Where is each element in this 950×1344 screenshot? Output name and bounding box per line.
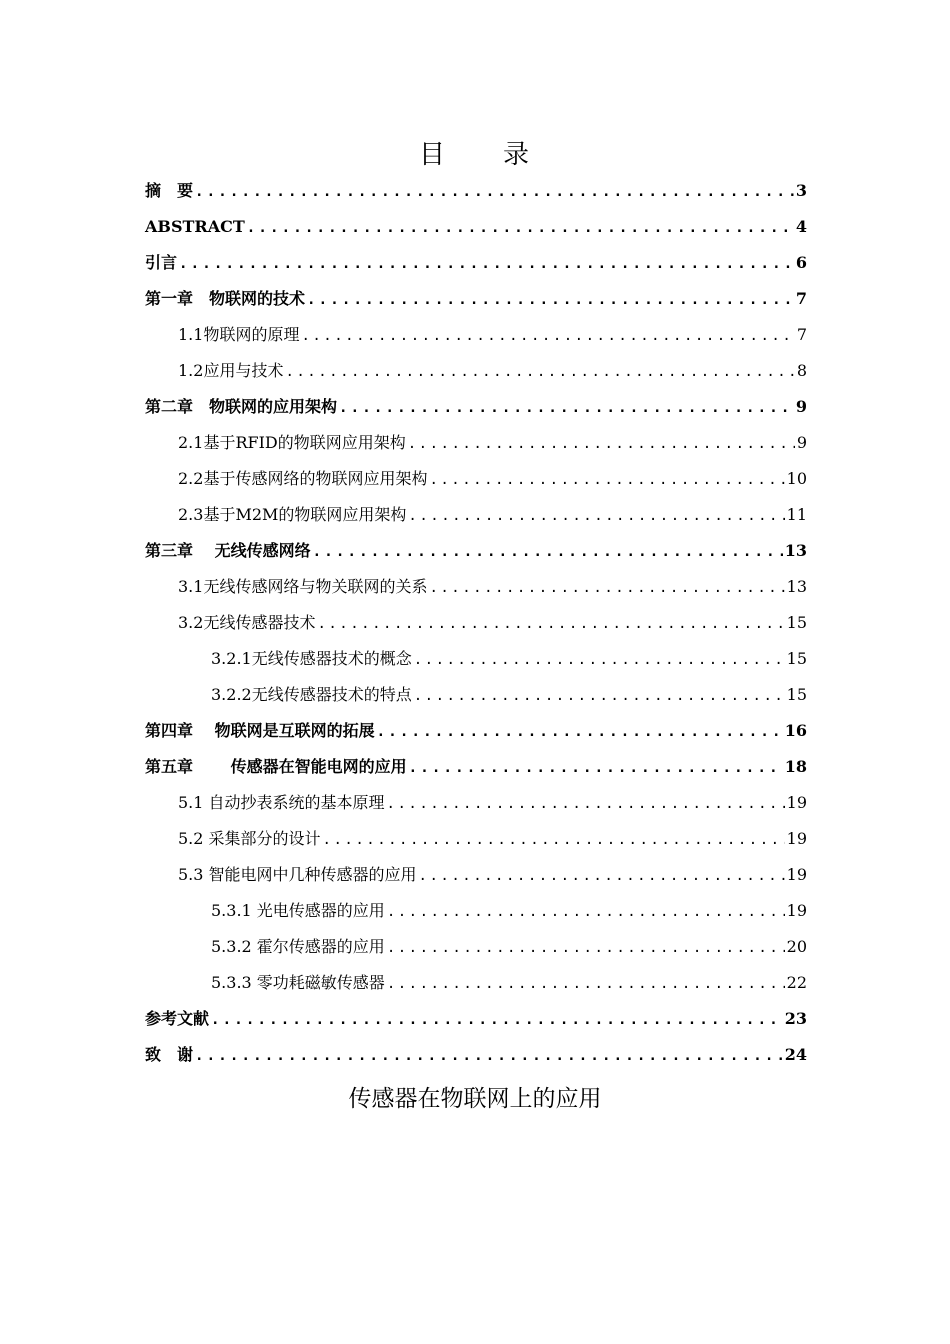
toc-entry-page-number: 11: [786, 505, 807, 524]
toc-entry-page-number: 19: [786, 865, 807, 884]
toc-dot-leader: [317, 617, 784, 633]
toc-entry-page-number: 19: [786, 793, 807, 812]
toc-entry-label: 1.1物联网的原理: [178, 325, 300, 344]
toc-entry-page-number: 6: [795, 253, 807, 272]
toc-entry-label: 2.1基于RFID的物联网应用架构: [178, 433, 406, 452]
toc-entry-page-number: 20: [786, 937, 807, 956]
toc-dot-leader: [195, 185, 794, 201]
toc-entry[interactable]: [145, 747, 807, 783]
toc-entry[interactable]: [145, 927, 807, 963]
toc-entry-page-number: 9: [795, 397, 807, 416]
toc-entry-label: 第五章 传感器在智能电网的应用: [145, 757, 407, 776]
toc-dot-leader: [409, 761, 783, 777]
toc-dot-leader: [419, 869, 785, 885]
toc-entry-label: 1.2应用与技术: [178, 361, 284, 380]
toc-entry-page-number: 9: [796, 433, 807, 452]
toc-dot-leader: [247, 221, 794, 237]
toc-entry[interactable]: [145, 207, 807, 243]
toc-entry[interactable]: [145, 855, 807, 891]
toc-dot-leader: [323, 833, 785, 849]
toc-entry-label: 5.3.2 霍尔传感器的应用: [211, 937, 385, 956]
toc-entry[interactable]: [145, 603, 807, 639]
toc-entry[interactable]: [145, 999, 807, 1035]
toc-entry[interactable]: [145, 675, 807, 711]
toc-entry-page-number: 7: [796, 325, 807, 344]
toc-entry-page-number: 13: [786, 577, 807, 596]
toc-entry[interactable]: [145, 495, 807, 531]
toc-dot-leader: [414, 653, 785, 669]
toc-dot-leader: [307, 293, 794, 309]
toc-entry[interactable]: [145, 1035, 807, 1071]
toc-dot-leader: [195, 1049, 783, 1065]
toc-entry[interactable]: [145, 531, 807, 567]
toc-dot-leader: [387, 905, 785, 921]
toc-entry-label: 5.3.3 零功耗磁敏传感器: [211, 973, 385, 992]
toc-entry-page-number: 18: [784, 757, 807, 776]
toc-entry-label: 3.2.1无线传感器技术的概念: [211, 649, 412, 668]
toc-entry[interactable]: [145, 891, 807, 927]
toc-dot-leader: [211, 1013, 783, 1029]
toc-dot-leader: [408, 437, 795, 453]
toc-entry-label: 致 谢: [145, 1045, 194, 1064]
toc-entry-label: 5.3 智能电网中几种传感器的应用: [178, 865, 417, 884]
table-of-contents: [145, 171, 807, 1071]
toc-entry-page-number: 19: [786, 829, 807, 848]
toc-entry-label: 摘 要: [145, 181, 194, 200]
toc-heading: 目 录: [418, 140, 531, 170]
toc-entry-label: 5.3.1 光电传感器的应用: [211, 901, 385, 920]
toc-dot-leader: [387, 941, 785, 957]
toc-entry-label: 2.2基于传感网络的物联网应用架构: [178, 469, 428, 488]
toc-entry-page-number: 15: [786, 613, 807, 632]
toc-entry-page-number: 19: [786, 901, 807, 920]
toc-entry-page-number: 23: [784, 1009, 807, 1028]
toc-entry-page-number: 4: [795, 217, 807, 236]
toc-entry[interactable]: [145, 351, 807, 387]
toc-entry-label: 3.2.2无线传感器技术的特点: [211, 685, 412, 704]
toc-dot-leader: [408, 509, 784, 525]
toc-entry[interactable]: [145, 243, 807, 279]
toc-entry-page-number: 7: [795, 289, 807, 308]
toc-entry-label: 5.1 自动抄表系统的基本原理: [178, 793, 385, 812]
toc-entry[interactable]: [145, 819, 807, 855]
toc-entry[interactable]: [145, 567, 807, 603]
toc-entry[interactable]: [145, 963, 807, 999]
toc-entry-page-number: 8: [796, 361, 807, 380]
toc-entry-page-number: 16: [784, 721, 807, 740]
toc-entry[interactable]: [145, 459, 807, 495]
toc-dot-leader: [429, 581, 784, 597]
toc-entry-page-number: 15: [786, 685, 807, 704]
toc-entry-label: 第三章 无线传感网络: [145, 541, 311, 560]
toc-entry[interactable]: [145, 783, 807, 819]
toc-entry[interactable]: [145, 279, 807, 315]
toc-entry-label: 5.2 采集部分的设计: [178, 829, 321, 848]
toc-entry[interactable]: [145, 711, 807, 747]
toc-entry-page-number: 10: [786, 469, 807, 488]
toc-dot-leader: [387, 977, 785, 993]
toc-entry-page-number: 3: [795, 181, 807, 200]
toc-entry-label: 第四章 物联网是互联网的拓展: [145, 721, 375, 740]
toc-entry-label: 2.3基于M2M的物联网应用架构: [178, 505, 407, 524]
toc-entry-label: ABSTRACT: [145, 217, 245, 236]
toc-entry-label: 3.1无线传感网络与物关联网的关系: [178, 577, 428, 596]
toc-dot-leader: [377, 725, 783, 741]
toc-entry[interactable]: [145, 171, 807, 207]
toc-dot-leader: [429, 473, 784, 489]
toc-dot-leader: [301, 329, 794, 345]
toc-entry[interactable]: [145, 387, 807, 423]
toc-entry-label: 引言: [145, 253, 178, 272]
toc-entry-label: 第一章 物联网的技术: [145, 289, 306, 308]
toc-dot-leader: [285, 365, 794, 381]
toc-dot-leader: [313, 545, 783, 561]
toc-entry-label: 参考文献: [145, 1009, 210, 1028]
toc-entry-page-number: 13: [784, 541, 807, 560]
toc-dot-leader: [179, 257, 794, 273]
toc-entry-label: 第二章 物联网的应用架构: [145, 397, 338, 416]
toc-dot-leader: [414, 689, 785, 705]
toc-entry-label: 3.2无线传感器技术: [178, 613, 316, 632]
toc-entry[interactable]: [145, 639, 807, 675]
toc-dot-leader: [339, 401, 794, 417]
toc-entry-page-number: 22: [786, 973, 807, 992]
toc-entry-page-number: 24: [784, 1045, 807, 1064]
toc-dot-leader: [387, 797, 785, 813]
toc-entry-page-number: 15: [786, 649, 807, 668]
toc-entry[interactable]: [145, 315, 807, 351]
toc-entry[interactable]: [145, 423, 807, 459]
document-title: 传感器在物联网上的应用: [348, 1086, 602, 1112]
